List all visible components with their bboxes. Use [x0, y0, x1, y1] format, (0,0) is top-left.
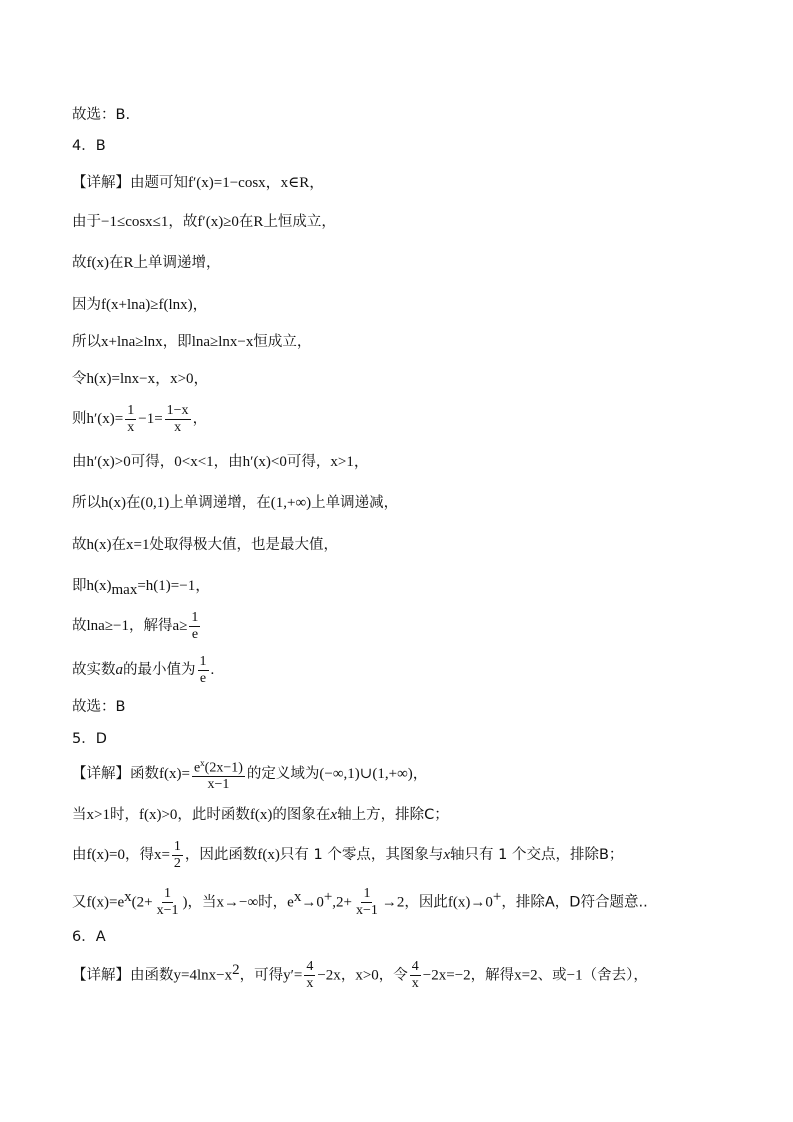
fraction-denominator: e: [199, 670, 207, 686]
fraction: [125, 403, 136, 436]
text-span: ，排除A，D符合题意..: [501, 894, 648, 911]
text-span: 在: [109, 255, 124, 271]
formula: a: [115, 662, 123, 678]
fraction: [410, 959, 421, 992]
text-span: 处取得极大值，也是最大值，: [149, 537, 338, 553]
text-line: [72, 368, 733, 389]
formula: lna≥lnx−x: [191, 334, 254, 350]
formula: −1≤cosx≤1: [101, 214, 169, 230]
fraction-numerator: [192, 755, 245, 778]
subscript: max: [111, 582, 138, 598]
fraction-numerator: 1−x: [166, 402, 189, 418]
formula: x+lna≥lnx: [101, 334, 163, 350]
text-span: 故: [72, 537, 87, 553]
formula: f(x+lna)≥f(lnx)，: [101, 297, 208, 313]
text-line: [72, 952, 733, 994]
text-span: 可得，: [286, 454, 331, 470]
formula: x=1: [126, 537, 150, 553]
detail-tag: 【详解】: [72, 175, 130, 191]
fraction-numerator: 1: [363, 886, 371, 902]
text-span: 故实数: [72, 662, 116, 678]
text-span: 轴上方，排除C；: [337, 807, 449, 823]
fraction: [354, 886, 380, 919]
formula: f(x): [249, 807, 273, 823]
text-span: 故: [72, 255, 87, 271]
text-line: [72, 836, 733, 873]
text-span: ，解得: [129, 618, 173, 634]
formula: →0: [301, 894, 324, 911]
text-span: 又: [72, 894, 87, 911]
text-span: 故: [72, 618, 87, 634]
text-span: 函数: [130, 766, 159, 782]
text-span: 由题可知: [130, 175, 188, 191]
fraction-numerator: 4: [411, 959, 419, 975]
text-span: ，: [340, 967, 356, 984]
superscript: +: [323, 889, 333, 905]
formula: h(x): [86, 578, 112, 594]
text-span: 上单调递增，: [133, 255, 221, 271]
text-span: 令: [72, 371, 87, 387]
formula: .: [210, 662, 215, 678]
formula: x=: [153, 847, 170, 863]
text-span: （舍去），: [582, 967, 648, 984]
formula: x=2: [514, 967, 538, 984]
text-span: 的定义域为: [246, 766, 320, 782]
text-span: 在: [126, 495, 141, 511]
text-span: 由于: [72, 214, 101, 230]
text-span: 在: [238, 214, 254, 230]
fraction-denominator: x−1: [356, 903, 378, 919]
formula: −2x: [317, 967, 341, 984]
formula: (−∞,1)∪(1,+∞)，: [319, 766, 428, 782]
formula: h′(x)>0: [86, 454, 131, 470]
formula: x: [443, 847, 451, 863]
formula: f(x): [257, 847, 280, 863]
text-line: [72, 492, 733, 513]
text-span: ，此时函数: [177, 807, 250, 823]
text-line: [72, 252, 733, 273]
formula: f(x)→0: [447, 894, 493, 911]
superscript: +: [492, 889, 502, 905]
formula: (2x−1): [204, 760, 243, 776]
formula: h′(x)<0: [242, 454, 287, 470]
text-span: 恒成立，: [253, 334, 312, 350]
text-span: ，因此函数: [184, 847, 258, 863]
text-span: 轴只有 1 个交点，排除B；: [450, 847, 624, 863]
text-span: ，解得: [470, 967, 515, 984]
formula: (1,+∞): [270, 495, 312, 511]
fraction-denominator: x: [306, 976, 314, 992]
question-number: 4．B: [72, 138, 106, 154]
text-line: [72, 696, 733, 717]
formula: x>0: [355, 967, 379, 984]
formula: f(x)=0: [86, 847, 125, 863]
answer-line: 故选：B: [72, 699, 126, 715]
question-heading: [72, 135, 733, 156]
formula: −2x=−2: [422, 967, 471, 984]
formula: f′(x)=1−cosx，x∈R，: [188, 175, 325, 191]
text-span: 在: [111, 537, 126, 553]
formula: f(x)=e: [86, 894, 125, 911]
superscript: x: [293, 889, 302, 905]
fraction-denominator: x−1: [156, 903, 179, 919]
text-span: 时，: [258, 894, 288, 911]
text-span: 即: [72, 578, 87, 594]
text-span: 可得，: [130, 454, 175, 470]
text-line: [72, 607, 733, 644]
text-line: [72, 575, 733, 600]
text-span: 因为: [72, 297, 101, 313]
text-span: 时，: [109, 807, 139, 823]
text-line: [72, 651, 733, 688]
fraction-numerator: 1: [199, 653, 207, 669]
superscript: x: [124, 889, 132, 905]
fraction: [192, 755, 245, 794]
text-span: 的图象在: [272, 807, 331, 823]
fraction-denominator: x−1: [207, 777, 230, 793]
fraction: [165, 403, 191, 436]
formula: −1=: [138, 411, 163, 427]
formula: f′(x)≥0: [197, 214, 239, 230]
text-span: ，: [192, 411, 208, 427]
text-span: 由: [72, 847, 87, 863]
text-line: [72, 534, 733, 555]
formula: R: [253, 214, 264, 230]
text-line: [72, 294, 733, 315]
fraction-numerator: 1: [127, 402, 135, 418]
text-span: 则: [72, 411, 87, 427]
formula: x>1，: [330, 454, 369, 470]
formula: a≥: [172, 618, 188, 634]
formula: =h(1)=−1，: [137, 578, 211, 594]
formula: f(x)=: [159, 766, 190, 782]
fraction: [189, 610, 200, 643]
question-heading: [72, 728, 733, 749]
text-line: [72, 211, 733, 232]
detail-tag: 【详解】: [72, 967, 130, 984]
fraction-numerator: 1: [164, 886, 172, 902]
text-line: [72, 753, 733, 794]
text-span: ，故: [168, 214, 198, 230]
formula: f(x)>0: [138, 807, 178, 823]
formula: h′(x)=: [86, 411, 124, 427]
text-span: 的最小值为: [123, 662, 196, 678]
text-line: [72, 804, 733, 825]
text-line: [72, 172, 733, 193]
text-line: [72, 104, 733, 125]
text-span: 所以: [72, 334, 101, 350]
formula: h(x): [86, 537, 112, 553]
formula: y′=: [283, 967, 303, 984]
question-number: 6．A: [72, 929, 106, 945]
text-span: ，可得: [239, 967, 284, 984]
question-heading: [72, 926, 733, 947]
text-line: [72, 400, 733, 437]
text-span: ，令: [378, 967, 408, 984]
text-span: ，由: [213, 454, 243, 470]
answer-line: 故选：B.: [72, 107, 131, 123]
formula: →2: [381, 894, 405, 911]
fraction-denominator: e: [191, 626, 199, 642]
formula: (2+: [131, 894, 153, 911]
text-span: 由: [72, 454, 87, 470]
fraction-denominator: x: [411, 976, 419, 992]
formula: −1: [566, 967, 583, 984]
text-line: [72, 451, 733, 472]
text-span: 上单调递增，在: [169, 495, 271, 511]
superscript: x: [200, 757, 205, 768]
text-span: ，即: [162, 334, 192, 350]
text-span: 当: [72, 807, 87, 823]
formula: R: [123, 255, 134, 271]
formula: f(x): [86, 255, 109, 271]
formula: lna≥−1: [86, 618, 130, 634]
detail-tag: 【详解】: [72, 766, 130, 782]
formula: h(x): [101, 495, 126, 511]
fraction: [304, 959, 315, 992]
text-span: 上恒成立，: [263, 214, 336, 230]
text-span: 、或: [537, 967, 567, 984]
fraction-denominator: 2: [173, 855, 181, 871]
text-span: ，当: [187, 894, 217, 911]
superscript: 2: [232, 962, 240, 978]
formula: 0<x<1: [174, 454, 214, 470]
formula: e: [193, 760, 201, 776]
formula: e: [287, 894, 294, 911]
formula: h(x)=lnx−x，x>0，: [86, 371, 209, 387]
text-span: 只有 1 个零点，其图象与: [279, 847, 444, 863]
text-span: 由函数: [130, 967, 174, 984]
fraction: [172, 839, 183, 872]
text-span: ，因此: [404, 894, 448, 911]
fraction: [155, 886, 181, 919]
text-span: 所以: [72, 495, 101, 511]
question-number: 5．D: [72, 731, 107, 747]
text-line: [72, 331, 733, 352]
text-span: 上单调递减，: [311, 495, 399, 511]
formula: (0,1): [140, 495, 170, 511]
fraction: [198, 654, 209, 687]
fraction-denominator: x: [174, 419, 182, 435]
fraction-numerator: 4: [306, 959, 314, 975]
formula: ,2+: [332, 894, 352, 911]
fraction-numerator: 1: [173, 838, 181, 854]
fraction-numerator: 1: [191, 609, 199, 625]
fraction-denominator: x: [127, 419, 135, 435]
formula: x>1: [86, 807, 110, 823]
formula: ): [182, 894, 188, 911]
formula: x: [330, 807, 338, 823]
formula: x→−∞: [216, 894, 259, 911]
formula: y=4lnx−x: [173, 967, 233, 984]
text-span: ，得: [124, 847, 154, 863]
text-line: [72, 879, 733, 921]
